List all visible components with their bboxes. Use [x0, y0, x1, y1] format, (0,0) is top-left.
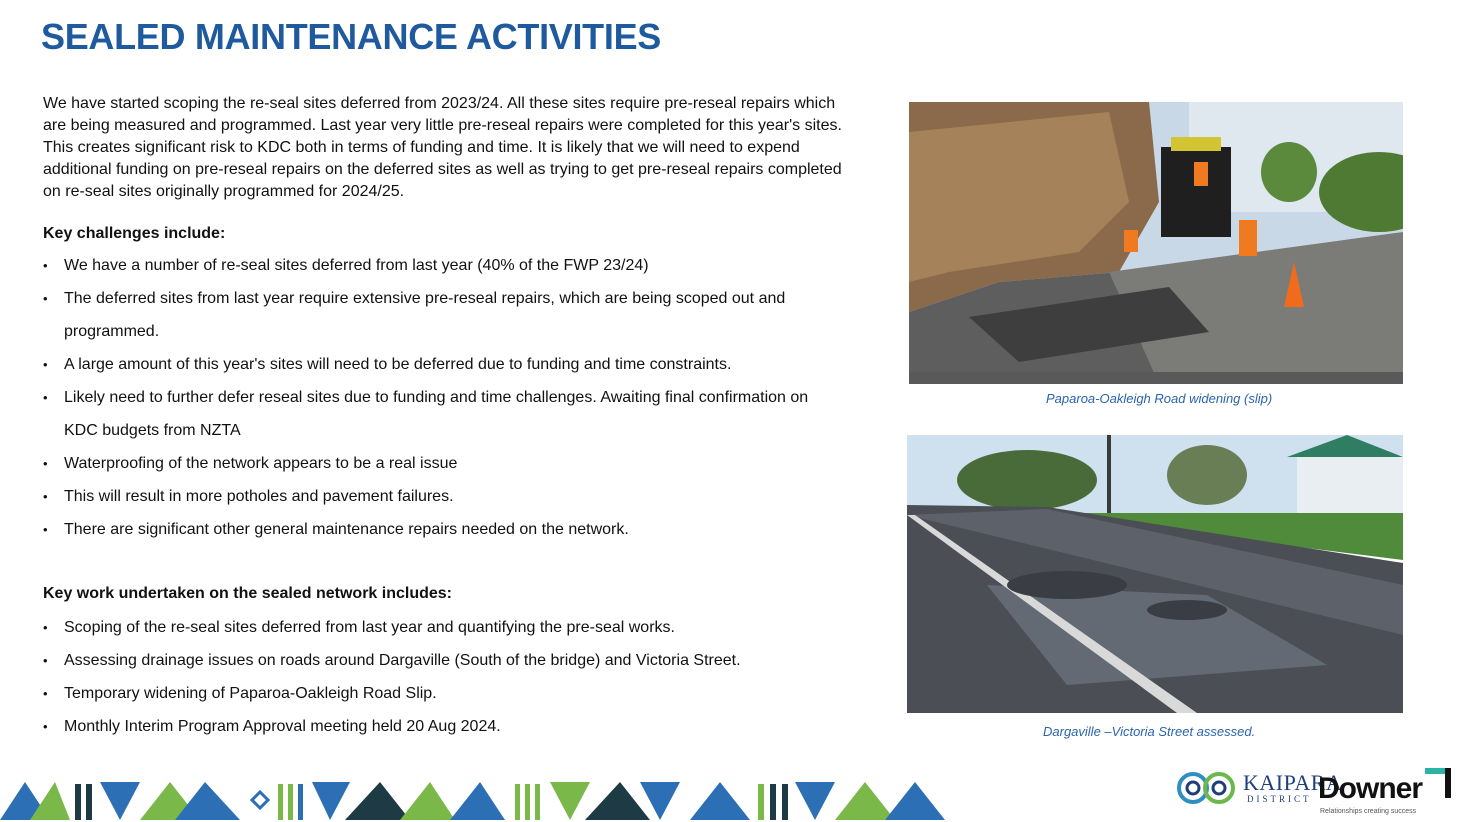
- list-item: • Temporary widening of Paparoa-Oakleigh Road Slip.: [43, 677, 843, 710]
- page-title: SEALED MAINTENANCE ACTIVITIES: [41, 16, 661, 57]
- challenges-list: [43, 249, 843, 546]
- list-item: • Likely need to further defer reseal sites due to funding and time challenges. Awaiting final confirmation on KDC budgets from NZTA: [43, 381, 843, 447]
- roadworks-photo: [909, 102, 1403, 384]
- footer-pattern: [0, 780, 950, 822]
- work-list: [43, 611, 843, 743]
- downer-tagline: Relationships creating success: [1320, 808, 1417, 815]
- street-photo: [907, 435, 1403, 713]
- list-item: • Monthly Interim Program Approval meeting held 20 Aug 2024.: [43, 710, 843, 743]
- work-heading: Key work undertaken on the sealed network includes:: [43, 585, 452, 602]
- list-item: • Waterproofing of the network appears to be a real issue: [43, 447, 843, 480]
- list-item: • There are significant other general maintenance repairs needed on the network.: [43, 513, 843, 546]
- list-item: • A large amount of this year's sites will need to be deferred due to funding and time constraints.: [43, 348, 843, 381]
- list-item: • We have a number of re-seal sites deferred from last year (40% of the FWP 23/24): [43, 249, 843, 282]
- downer-logo: Downer: [1318, 772, 1423, 805]
- kaipara-name: KAIPARA: [1243, 770, 1343, 795]
- downer-mark-icon: [1425, 768, 1451, 798]
- photo-caption: Dargaville –Victoria Street assessed.: [1043, 724, 1256, 739]
- photo-caption: Paparoa-Oakleigh Road widening (slip): [1046, 391, 1273, 406]
- kaipara-district: DISTRICT: [1247, 794, 1312, 804]
- list-item: • Assessing drainage issues on roads around Dargaville (South of the bridge) and Victoria Street.: [43, 644, 843, 677]
- list-item: • Scoping of the re-seal sites deferred from last year and quantifying the pre-seal works.: [43, 611, 843, 644]
- intro-paragraph: We have started scoping the re-seal sites deferred from 2023/24. All these sites require pre-reseal repairs which are being measured and programmed. Last year very little pre-reseal repairs were completed for this year's sites. This creates significant risk to KDC both in terms of funding and time. It is likely that we will need to expend additional funding on pre-reseal repairs on the deferred sites as well as trying to get pre-reseal repairs completed on re-seal sites originally programmed for 2024/25.: [43, 95, 842, 200]
- challenges-heading: Key challenges include:: [43, 225, 226, 242]
- list-item: • The deferred sites from last year require extensive pre-reseal repairs, which are being scoped out and programmed.: [43, 282, 843, 348]
- list-item: • This will result in more potholes and pavement failures.: [43, 480, 843, 513]
